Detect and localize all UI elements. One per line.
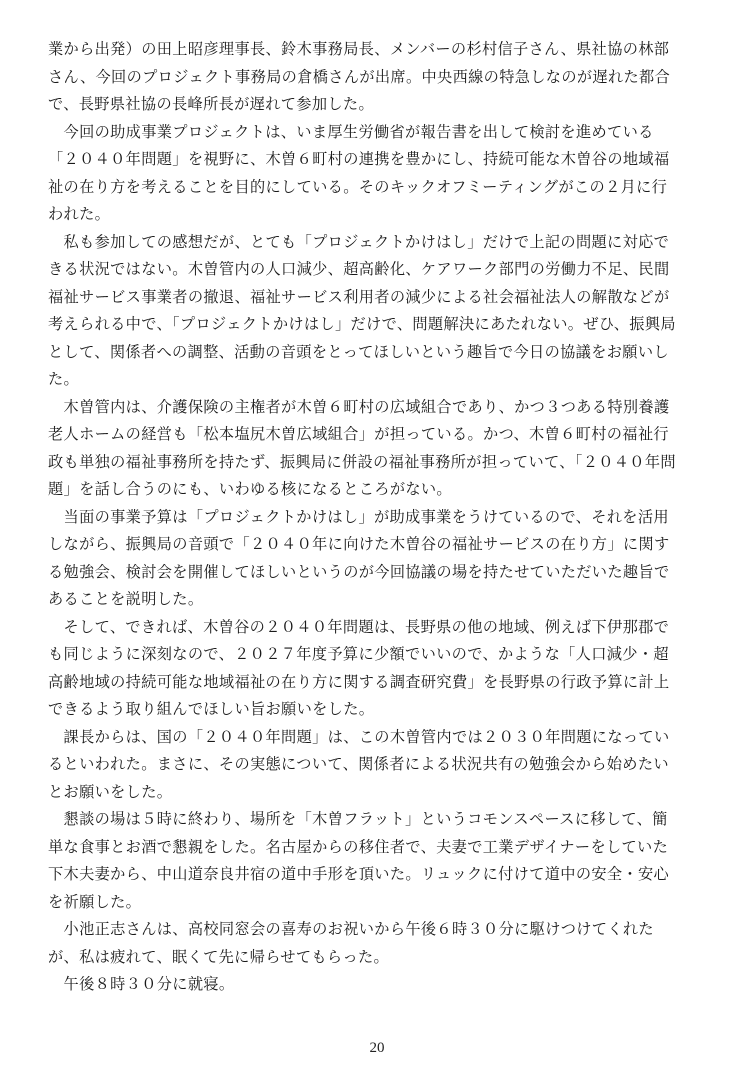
text-line: を祈願した。	[48, 892, 142, 911]
page-number: 20	[369, 1040, 385, 1056]
text-line: 小池正志さんは、高校同窓会の喜寿のお祝いから午後６時３０分に駆けつけてくれた	[48, 920, 654, 938]
text-line: 考えられる中で、「プロジェクトかけはし」だけで、問題解決にあたれない。ぜひ、振興局	[48, 315, 676, 333]
text-line: 老人ホームの経営も「松本塩尻木曽広域組合」が担っている。かつ、木曽６町村の福祉行	[48, 425, 669, 443]
text-line: も同じように深刻なので、２０２７年度予算に少額でいいので、かような「人口減少・超	[48, 645, 669, 663]
text-line: 下木夫妻から、中山道奈良井宿の道中手形を頂いた。リュックに付けて道中の安全・安心	[48, 865, 670, 883]
text-line: 祉の在り方を考えることを目的にしている。そのキックオフミーティングがこの２月に行	[48, 177, 668, 196]
text-line: 単な食事とお酒で懇親をした。名古屋からの移住者で、夫妻で工業デザイナーをしていた	[48, 837, 669, 856]
text-line: 「２０４０年問題」を視野に、木曽６町村の連携を豊かにし、持続可能な木曽谷の地域福	[48, 150, 670, 168]
text-line: とお願いをした。	[48, 782, 173, 801]
text-line: 当面の事業予算は「プロジェクトかけはし」が助成事業をうけているので、それを活用	[48, 507, 669, 526]
text-line: 今回の助成事業プロジェクトは、いま厚生労働省が報告書を出して検討を進めている	[48, 122, 654, 141]
text-line: 業から出発）の田上昭彦理事長、鈴木事務局長、メンバーの杉村信子さん、県社協の林部	[48, 40, 670, 58]
text-line: が、私は疲れて、眠くて先に帰らせてもらった。	[48, 947, 390, 966]
body-text	[48, 36, 708, 999]
text-line: 高齢地域の持続可能な地域福祉の在り方に関する調査研究費」を長野県の行政予算に計上	[48, 672, 670, 691]
text-line: た。	[48, 370, 80, 388]
text-line: 懇談の場は５時に終わり、場所を「木曽フラット」というコモンスペースに移して、簡	[48, 810, 668, 828]
text-line: 題」を話し合うのにも、いわゆる核になるところがない。	[48, 480, 452, 498]
text-line: 木曽管内は、介護保険の主権者が木曽６町村の広域組合であり、かつ３つある特別養護	[48, 397, 670, 416]
text-line: そして、できれば、木曽谷の２０４０年問題は、長野県の他の地域、例えば下伊那郡で	[48, 617, 670, 636]
text-line: きる状況ではない。木曽管内の人口減少、超高齢化、ケアワーク部門の労働力不足、民間	[48, 260, 670, 278]
text-line: で、長野県社協の長峰所長が遅れて参加した。	[48, 95, 374, 113]
text-line: あることを説明した。	[48, 590, 204, 608]
text-line: しながら、振興局の音頭で「２０４０年に向けた木曽谷の福祉サービスの在り方」に関す	[48, 535, 670, 553]
text-line: 午後８時３０分に就寝。	[48, 975, 235, 993]
text-line: 政も単独の福祉事務所を持たず、振興局に併設の福祉事務所が担っていて、「２０４０年問	[48, 452, 676, 471]
text-line: さん、今回のプロジェクト事務局の倉橋さんが出席。中央西線の特急しなのが遅れた都合	[48, 67, 671, 86]
text-line: る勉強会、検討会を開催してほしいというのが今回協議の場を持たせていただいた趣旨で	[48, 562, 670, 581]
text-line: われた。	[48, 205, 111, 223]
text-line: るといわれた。まさに、その実態について、関係者による状況共有の勉強会から始めたい	[48, 755, 669, 773]
text-line: できるよう取り組んでほしい旨お願いをした。	[48, 700, 375, 718]
text-line: 課長からは、国の「２０４０年問題」は、この木曽管内では２０３０年問題になってい	[48, 727, 670, 746]
text-line: 私も参加しての感想だが、とても「プロジェクトかけはし」だけで上記の問題に対応で	[48, 232, 670, 251]
text-line: として、関係者への調整、活動の音頭をとってほしいという趣旨で今日の協議をお願いし	[48, 342, 669, 361]
text-line: 福祉サービス事業者の撤退、福祉サービス利用者の減少による社会福祉法人の解散などが	[48, 287, 670, 306]
